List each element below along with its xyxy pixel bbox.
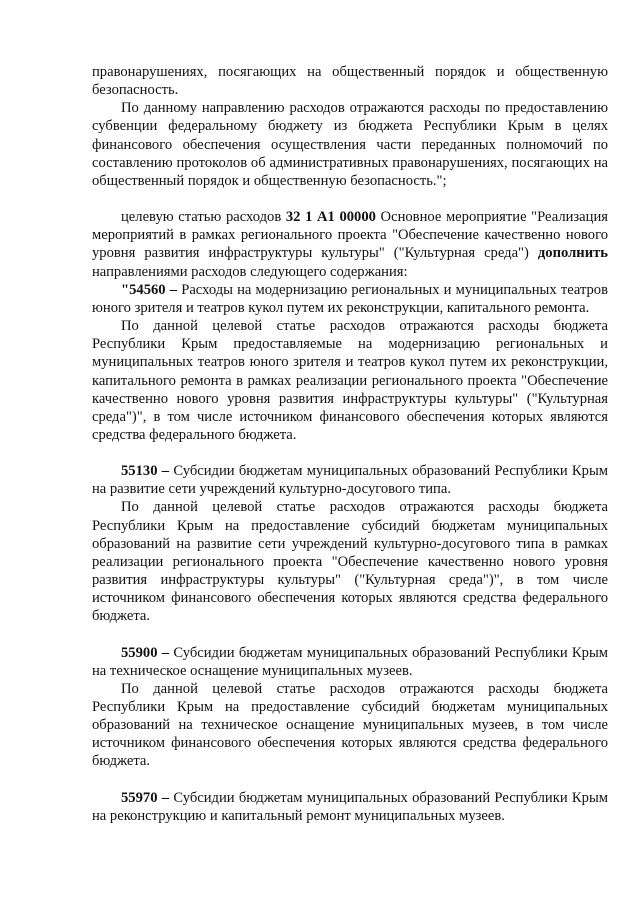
expense-code: 55970 – <box>121 789 170 806</box>
expense-code: 55900 – <box>121 644 170 661</box>
paragraph-text: Субсидии бюджетам муниципальных образований Республики Крым на реконструкцию и капитальный ремонт муниципальных музеев. <box>92 789 608 824</box>
paragraph-continuation <box>92 63 608 99</box>
expense-code: 55130 – <box>121 463 170 480</box>
paragraph-middle: Основное мероприятие "Реализация мероприятий в рамках регионального проекта "Обеспечение качественно нового уровня развития инфраструктуры культуры" ("Культурная среда") <box>92 209 608 262</box>
paragraph-55130-description <box>92 498 608 625</box>
paragraph-text: По данной целевой статье расходов отражаются расходы бюджета Республики Крым на предоставление субсидий бюджетам муниципальных образований на развитие сети учреждений культурно-досугового типа в рамках реализации регионального проекта "Обеспечение качественно нового уровня развития инфраструктуры культуры" ("Культурная среда")", в том числе источником финансового обеспечения которых являются средства федерального бюджета. <box>92 499 608 625</box>
paragraph-55900-description <box>92 680 608 771</box>
paragraph-target-article <box>92 208 608 281</box>
paragraph-code-54560 <box>92 281 608 317</box>
paragraph-text: По данной целевой статье расходов отражаются расходы бюджета Республики Крым предоставляемые на модернизацию региональных и муниципальных театров юного зрителя и театров кукол путем их реконструкции, капитального ремонта в рамках реализации регионального проекта "Обеспечение качественно нового уровня развития инфраструктуры культуры" ("Культурная среда")", в том числе источником финансового обеспечения которых являются средства федерального бюджета. <box>92 318 608 443</box>
document-body <box>92 63 608 825</box>
paragraph-gap <box>92 626 608 644</box>
paragraph-gap <box>92 190 608 208</box>
paragraph-54560-description <box>92 317 608 444</box>
paragraph-gap <box>92 444 608 462</box>
paragraph-suffix: направлениями расходов следующего содержания: <box>92 263 408 280</box>
paragraph-code-55130 <box>92 462 608 498</box>
paragraph-text: правонарушениях, посягающих на общественный порядок и общественную безопасность. <box>92 64 608 99</box>
budget-code: 32 1 А1 00000 <box>285 209 376 226</box>
paragraph-text: По данному направлению расходов отражаются расходы по предоставлению субвенции федеральному бюджету из бюджета Республики Крым в целях финансового обеспечения осуществления части переданных полномочий по составлению протоколов об административных правонарушениях, посягающих на общественный порядок и общественную безопасность."; <box>92 100 608 189</box>
paragraph-gap <box>92 771 608 789</box>
paragraph-subvention-description <box>92 99 608 190</box>
paragraph-code-55970 <box>92 789 608 825</box>
paragraph-text: Субсидии бюджетам муниципальных образований Республики Крым на развитие сети учреждений культурно-досугового типа. <box>92 463 608 498</box>
paragraph-text: По данной целевой статье расходов отражаются расходы бюджета Республики Крым на предоставление субсидий бюджетам муниципальных образований на техническое оснащение муниципальных музеев, в том числе источником финансового обеспечения которых являются средства федерального бюджета. <box>92 680 608 770</box>
paragraph-text: Расходы на модернизацию региональных и муниципальных театров юного зрителя и театров кукол путем их реконструкции, капитального ремонта. <box>92 281 608 316</box>
bold-keyword: дополнить <box>537 245 608 262</box>
paragraph-code-55900 <box>92 644 608 680</box>
expense-code: "54560 – <box>121 281 178 298</box>
paragraph-prefix: целевую статью расходов <box>121 209 286 226</box>
paragraph-text: Субсидии бюджетам муниципальных образований Республики Крым на техническое оснащение муниципальных музеев. <box>92 644 608 679</box>
